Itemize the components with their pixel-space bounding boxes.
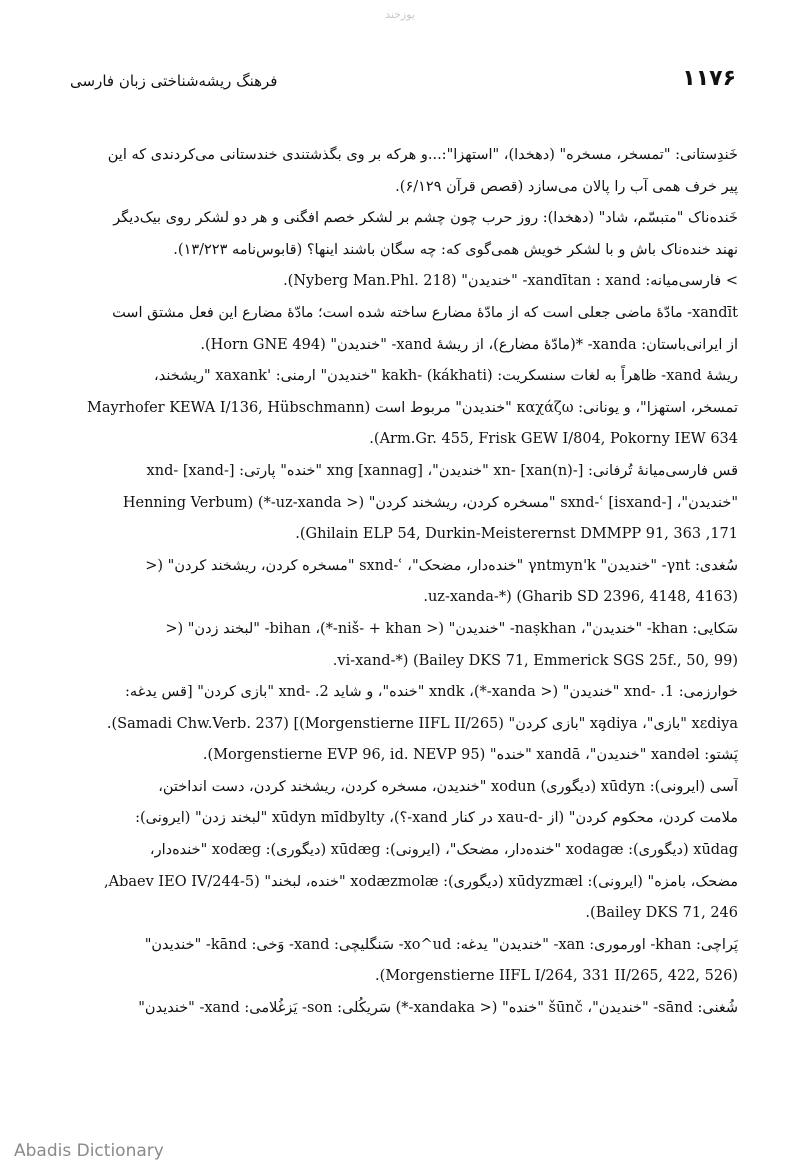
page-header [70,66,736,96]
text-line: پیر خرف همی آب را پالان می‌سازد (قصص قرآن ۶/۱۲۹). [395,178,738,195]
text-line: > فارسی‌میانه: xandītan : xand- "خندیدن" (Nyberg Man.Phl. 218). [283,273,738,290]
text-line: خوارزمی: xnd- .1 "خندیدن" (< xanda-*)، xndk "خنده"، و شاید xnd- .2 "بازی کردن" [قس یدغه: [125,684,738,701]
text-line: xεdiya "بازی"، xa̧diya "بازی کردن" (Morgenstierne IIFL II/265)] (Samadi Chw.Verb. 237). [106,715,738,732]
text-line: ملامت کردن، محکوم کردن" (از -xau-d در کنار xand-؟)، xūdyn mīdbylty "لبخند زدن" (ایرونی): [135,810,738,827]
text-line: خَنده‌ناک "متبسّم، شاد" (دهخدا): روز حرب چون چشم بر لشکر خصم افگنی و هر دو لشکر روی بیک‌دیگر [113,210,738,227]
text-line: خَندِستانی: "تمسخر، مسخره" (دهخدا)، "استهزا":...و هرکه بر وی بگذشتندی خندستانی می‌کردندی که این [107,147,738,163]
text-line: ریشهٔ xand- ظاهراً به لغات سنسکریت: kakh- (kákhati) "خندیدن" ارمنی: 'xaxank "ریشخند، [154,368,738,385]
top-watermark: یوزخند [385,8,415,21]
text-line: (Morgenstierne IIFL I/264, 331 II/265, 422, 526). [375,968,738,985]
text-line: "خندیدن"، sxnd-ʿ [isxand-] "مسخره کردن، ریشخند کردن" (< uz-xanda-*) (Henning Verbum [122,494,738,511]
text-line: تمسخر، استهزا"، و یونانی: καχάζω "خندیدن" مربوط است (Mayrhofer KEWA I/136, Hübschmann [87,399,738,416]
text-line: قس فارسی‌میانهٔ تُرفانی: xn- [xan(n)-] "خندیدن"، xng [xannag] "خنده" پارتی: xnd- [xand-] [146,462,738,479]
text-line: نهند خنده‌ناک باش و با لشکر خویش همی‌گوی که: چه سگان باشند اینها؟ (قابوس‌نامه ۱۳/۲۲۳). [173,241,738,258]
text-line: xandīt- مادّهٔ ماضی جعلی است که از مادّهٔ مضارع ساخته شده است؛ مادّهٔ مضارع این فعل مشتق است [112,304,738,321]
text-line: Arm.Gr. 455, Frisk GEW I/804, Pokorny IEW 634). [369,431,738,448]
text-line: Bailey DKS 71, 246). [585,905,738,922]
text-line: آسی (ایرونی): xūdyn (دیگوری) xodun "خندیدن، مسخره کردن، ریشخند کردن، دست انداختن، [158,778,738,795]
text-line: از ایرانی‌باستان: xanda- *(مادّهٔ مضارع)، از ریشهٔ xand- "خندیدن" (Horn GNE 494). [200,336,738,353]
text-line: شُغنی: sānd- "خندیدن"، šūnč "خنده" (< xandaka-*) سَریکُلی: son- یَزغُلامی: xand- "خندیدن" [138,1000,738,1017]
running-title: فرهنگ ریشه‌شناختی زبان فارسی [70,72,278,90]
text-line: 171, Ghilain ELP 54, Durkin-Meisterernst DMMPP 91, 363). [295,526,738,543]
text-line: پَراچی: khan- اورموری: xan- "خندیدن" یدغه: xo^ud- سَنگلیچی: xand- وَخی: kānd- "خندیدن" [144,936,738,953]
entry-body [62,140,738,1025]
text-line: سَکایی: khan- "خندیدن"، naṣkhan- "خندیدن" (< niš- + khan-*)، bihan- "لبخند زدن" (< [165,620,738,637]
text-line: uz-xanda-*) (Gharib SD 2396, 4148, 4163). [423,589,738,606]
text-line: vi-xand-*) (Bailey DKS 71, Emmerick SGS 25f., 50, 99). [332,652,738,669]
page-number: ۱۱۷۶ [682,66,736,91]
site-watermark: Abadis Dictionary [14,1141,164,1161]
text-line: مضحک، بامزه" (ایرونی): xūdyzmæl (دیگوری): xodæzmolæ "خنده، لبخند" (Abaev IEO IV/244-5, [104,873,738,890]
text-line: پَشتو: xandəl "خندیدن"، xandā "خنده" (Morgenstierne EVP 96, id. NEVP 95). [202,747,738,764]
text-line: xūdag (دیگوری): xodagæ "خنده‌دار، مضحک"، (ایرونی): xūdæg (دیگوری): xodæg "خنده‌دار، [149,842,738,859]
text-line: سُغدی: γnt- "خندیدن" γntmyn'k "خنده‌دار، مضحک"، sxnd-ʿ "مسخره کردن، ریشخند کردن" (< [145,557,738,574]
